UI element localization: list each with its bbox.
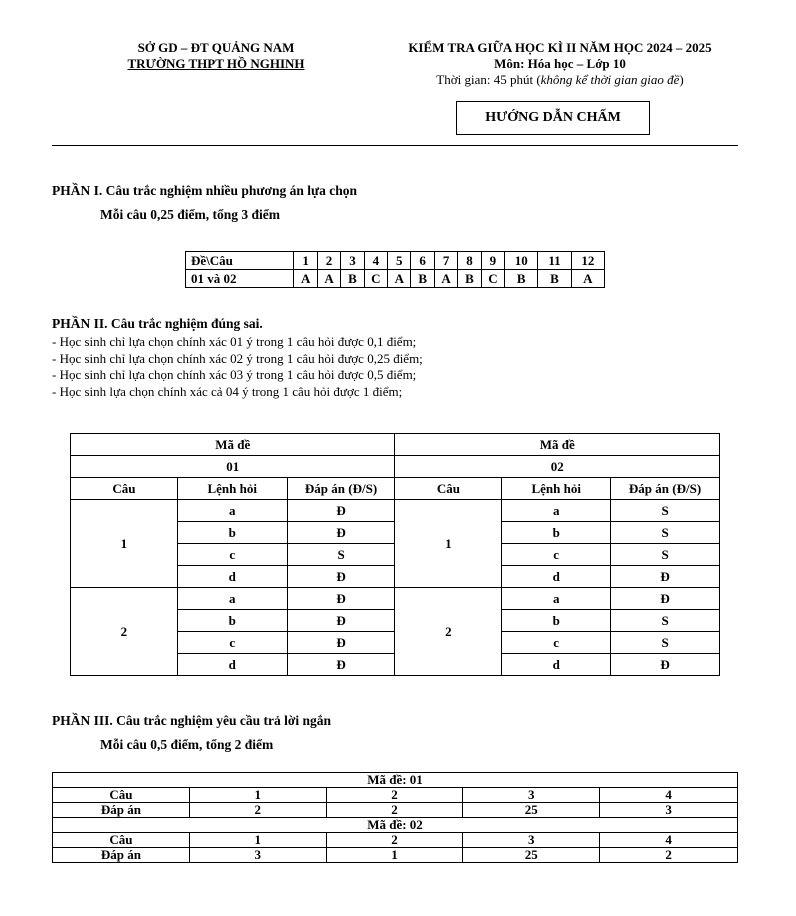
part3-code-row — [53, 773, 738, 788]
answer-cell: Đ — [611, 654, 720, 676]
sub-question: d — [177, 566, 287, 588]
answer-cell: Đ — [287, 610, 395, 632]
col-dap-an: Đáp án — [53, 803, 190, 818]
answer-cell: S — [611, 610, 720, 632]
part2-rule: - Học sinh lựa chọn chính xác cả 04 ý trong 1 câu hỏi được 1 điểm; — [52, 383, 403, 399]
part2-rules — [52, 334, 423, 400]
answer-cell: 1 — [326, 848, 463, 863]
sub-question: b — [177, 522, 287, 544]
answer-cell: Đ — [287, 500, 395, 522]
question-number: 1 — [395, 500, 502, 588]
sub-question: c — [502, 632, 611, 654]
question-number: 1 — [189, 833, 326, 848]
answer-cell: 2 — [326, 803, 463, 818]
part3-code-row — [53, 818, 738, 833]
part2-rule: - Học sinh chỉ lựa chọn chính xác 03 ý trong 1 câu hỏi được 0,5 điểm; — [52, 367, 417, 382]
col-lenh-hoi: Lệnh hỏi — [502, 478, 611, 500]
sub-question: a — [177, 588, 287, 610]
answer-cell: S — [611, 500, 720, 522]
sub-question: b — [177, 610, 287, 632]
answer-cell: S — [287, 544, 395, 566]
answer-cell: 25 — [463, 848, 600, 863]
col-dap-an: Đáp án — [53, 848, 190, 863]
question-number: 2 — [395, 588, 502, 676]
part1-head-label: Đề\Câu — [186, 252, 294, 270]
part1-title: PHẦN I. Câu trắc nghiệm nhiều phương án lựa chọn — [52, 183, 357, 198]
answer-cell: Đ — [287, 522, 395, 544]
part1-q: 10 — [505, 252, 538, 270]
table-row — [53, 833, 738, 848]
part2-ma-de-label: Mã đề — [395, 434, 720, 456]
part3-subtitle: Mỗi câu 0,5 điểm, tổng 2 điểm — [100, 737, 274, 752]
part2-title: PHẦN II. Câu trắc nghiệm đúng sai. — [52, 316, 263, 331]
part3-title: PHẦN III. Câu trắc nghiệm yêu cầu trả lời ngắn — [52, 713, 331, 728]
part1-q: 8 — [458, 252, 481, 270]
answer-cell: 2 — [189, 803, 326, 818]
school-header — [96, 40, 336, 72]
part1-answer: A — [388, 270, 411, 288]
part1-q: 2 — [317, 252, 340, 270]
col-cau: Câu — [53, 833, 190, 848]
question-number: 1 — [189, 788, 326, 803]
question-number: 4 — [600, 833, 738, 848]
part2-rule: - Học sinh chỉ lựa chọn chính xác 01 ý trong 1 câu hỏi được 0,1 điểm; — [52, 334, 417, 349]
part1-subtitle: Mỗi câu 0,25 điểm, tổng 3 điểm — [100, 207, 280, 222]
part1-row-label: 01 và 02 — [186, 270, 294, 288]
part1-q: 11 — [538, 252, 571, 270]
part1-answer: B — [538, 270, 571, 288]
sub-question: b — [502, 610, 611, 632]
part1-q: 9 — [481, 252, 504, 270]
part1-answer: A — [434, 270, 457, 288]
exam-time-suffix: ) — [679, 72, 684, 87]
exam-header — [370, 40, 750, 88]
sub-question: b — [502, 522, 611, 544]
exam-time-prefix: Thời gian: 45 phút ( — [436, 72, 541, 87]
part1-header-row — [186, 252, 605, 270]
department-name: SỞ GD – ĐT QUẢNG NAM — [137, 40, 295, 55]
col-cau: Câu — [71, 478, 178, 500]
part2-code-02: 02 — [395, 456, 720, 478]
document-title: HƯỚNG DẪN CHẤM — [485, 110, 621, 125]
question-number: 2 — [71, 588, 178, 676]
table-row — [53, 803, 738, 818]
part1-q: 1 — [294, 252, 317, 270]
part1-answer: B — [341, 270, 364, 288]
exam-title: KIỂM TRA GIỮA HỌC KÌ II NĂM HỌC 2024 – 2025 — [408, 40, 712, 55]
document-title-box — [456, 101, 650, 135]
school-name: TRƯỜNG THPT HỒ NGHINH — [127, 56, 305, 71]
col-cau: Câu — [395, 478, 502, 500]
answer-cell: S — [611, 632, 720, 654]
part2-answer-table — [70, 433, 720, 676]
part1-q: 5 — [388, 252, 411, 270]
table-row — [71, 588, 720, 610]
answer-cell: Đ — [287, 654, 395, 676]
answer-cell: S — [611, 544, 720, 566]
sub-question: a — [502, 588, 611, 610]
question-number: 1 — [71, 500, 178, 588]
part3-answer-table — [52, 772, 738, 863]
table-row — [71, 500, 720, 522]
sub-question: c — [502, 544, 611, 566]
sub-question: a — [177, 500, 287, 522]
answer-cell: 2 — [600, 848, 738, 863]
part1-q: 3 — [341, 252, 364, 270]
answer-cell: 3 — [600, 803, 738, 818]
part1-answer: C — [364, 270, 387, 288]
part1-q: 4 — [364, 252, 387, 270]
part3-code-01: Mã đề: 01 — [53, 773, 738, 788]
table-row — [53, 788, 738, 803]
part2-rule: - Học sinh chỉ lựa chọn chính xác 02 ý trong 1 câu hỏi được 0,25 điểm; — [52, 350, 423, 366]
question-number: 2 — [326, 788, 463, 803]
part1-answer-row — [186, 270, 605, 288]
part1-answer: B — [505, 270, 538, 288]
col-dap-an: Đáp án (Đ/S) — [611, 478, 720, 500]
part2-code-label-row — [71, 434, 720, 456]
sub-question: c — [177, 632, 287, 654]
sub-question: d — [502, 566, 611, 588]
question-number: 3 — [463, 788, 600, 803]
question-number: 2 — [326, 833, 463, 848]
part2-column-header-row — [71, 478, 720, 500]
part3-code-02: Mã đề: 02 — [53, 818, 738, 833]
col-dap-an: Đáp án (Đ/S) — [287, 478, 395, 500]
sub-question: d — [177, 654, 287, 676]
answer-cell: 25 — [463, 803, 600, 818]
part1-answer: A — [571, 270, 604, 288]
question-number: 3 — [463, 833, 600, 848]
sub-question: c — [177, 544, 287, 566]
answer-cell: 3 — [189, 848, 326, 863]
answer-cell: Đ — [287, 566, 395, 588]
table-row — [53, 848, 738, 863]
part1-q: 7 — [434, 252, 457, 270]
exam-time-note: không kể thời gian giao đề — [540, 72, 680, 87]
part1-answer: C — [481, 270, 504, 288]
part1-answer: B — [411, 270, 434, 288]
exam-time — [370, 72, 750, 88]
answer-cell: Đ — [611, 566, 720, 588]
part2-ma-de-label: Mã đề — [71, 434, 395, 456]
col-cau: Câu — [53, 788, 190, 803]
part1-answer: A — [317, 270, 340, 288]
part2-code-row — [71, 456, 720, 478]
answer-cell: Đ — [287, 632, 395, 654]
answer-cell: Đ — [611, 588, 720, 610]
part1-answer: A — [294, 270, 317, 288]
sub-question: d — [502, 654, 611, 676]
part1-answer-table — [185, 251, 605, 288]
exam-subject: Môn: Hóa học – Lớp 10 — [494, 56, 626, 71]
answer-cell: S — [611, 522, 720, 544]
part2-code-01: 01 — [71, 456, 395, 478]
answer-cell: Đ — [287, 588, 395, 610]
col-lenh-hoi: Lệnh hỏi — [177, 478, 287, 500]
part1-q: 6 — [411, 252, 434, 270]
part1-answer: B — [458, 270, 481, 288]
question-number: 4 — [600, 788, 738, 803]
part1-q: 12 — [571, 252, 604, 270]
sub-question: a — [502, 500, 611, 522]
header-divider — [52, 145, 738, 146]
